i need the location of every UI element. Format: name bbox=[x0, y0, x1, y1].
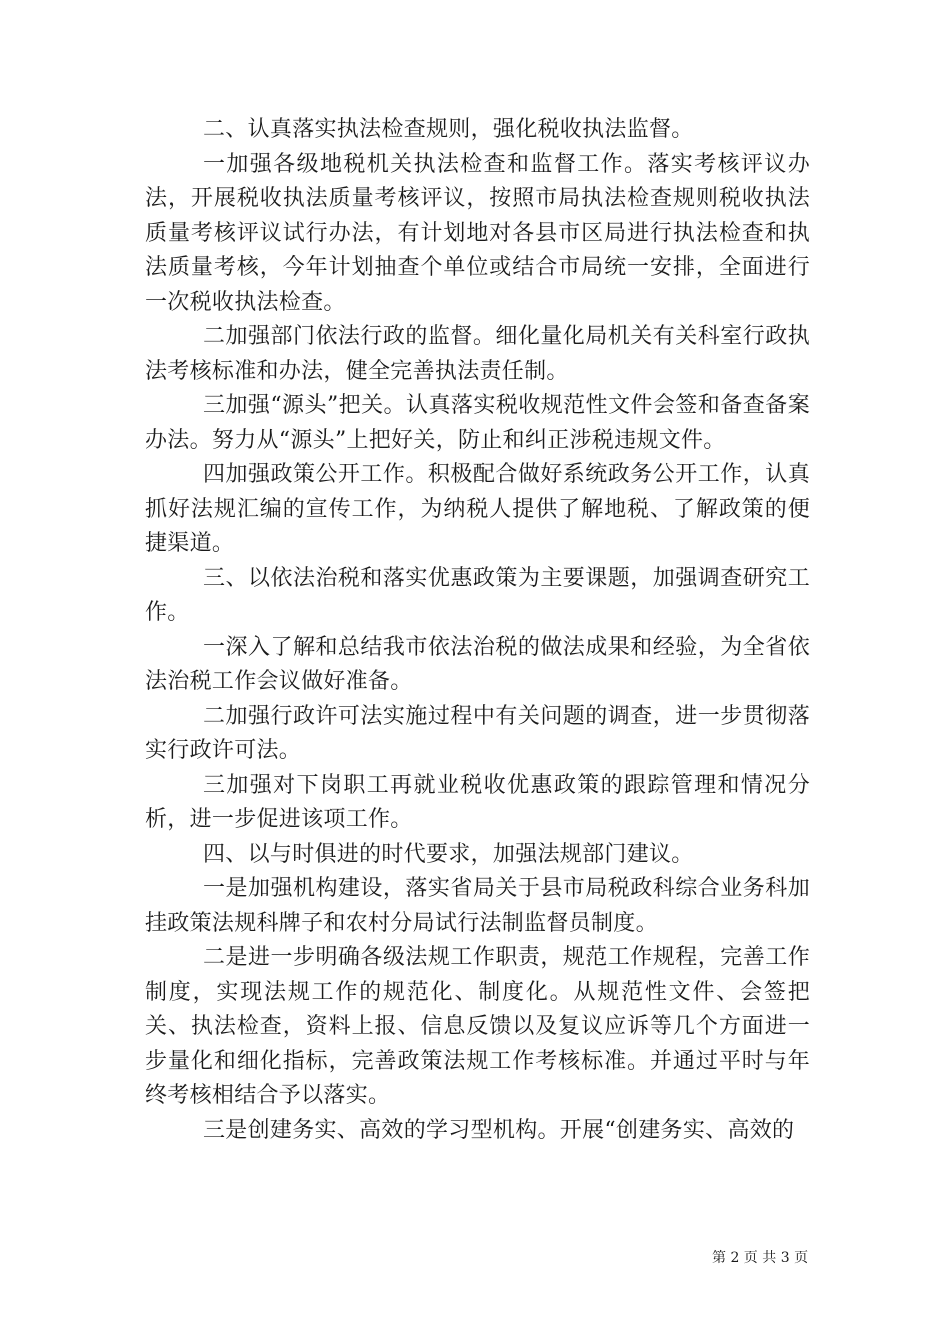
paragraph-10: 四、以与时俱进的时代要求，加强法规部门建议。 bbox=[203, 841, 694, 867]
paragraph-2: 一加强各级地税机关执法检查和监督工作。落实考核评议办法，开展税收执法质量考核评议，按照市局执法检查规则税收执法质量考核评议试行办法，有计划地对各县市区局进行执法检查和执法质量考核，今年计划抽查个单位或结合市局统一安排，全面进行一次税收执法检查。 bbox=[145, 151, 810, 315]
document-body bbox=[145, 113, 810, 1148]
paragraph-1: 二、认真落实执法检查规则，强化税收执法监督。 bbox=[203, 117, 694, 142]
paragraph-6: 三、以依法治税和落实优惠政策为主要课题，加强调查研究工作。 bbox=[145, 565, 810, 625]
paragraph-7: 一深入了解和总结我市依法治税的做法成果和经验，为全省依法治税工作会议做好准备。 bbox=[145, 634, 810, 694]
paragraph-12: 二是进一步明确各级法规工作职责，规范工作规程，完善工作制度，实现法规工作的规范化、制度化。从规范性文件、会签把关、执法检查，资料上报、信息反馈以及复议应诉等几个方面进一步量化和细化指标，完善政策法规工作考核标准。并通过平时与年终考核相结合予以落实。 bbox=[145, 945, 810, 1108]
paragraph-4: 三加强“源头”把关。认真落实税收规范性文件会签和备查备案办法。努力从“源头”上把好关，防止和纠正涉税违规文件。 bbox=[145, 393, 810, 453]
paragraph-11: 一是加强机构建设，落实省局关于县市局税政科综合业务科加挂政策法规科牌子和农村分局试行法制监督员制度。 bbox=[145, 876, 810, 936]
paragraph-9: 三加强对下岗职工再就业税收优惠政策的跟踪管理和情况分析，进一步促进该项工作。 bbox=[145, 772, 810, 832]
paragraph-8: 二加强行政许可法实施过程中有关问题的调查，进一步贯彻落实行政许可法。 bbox=[145, 703, 810, 763]
paragraph-13: 三是创建务实、高效的学习型机构。开展“创建务实、高效的 bbox=[203, 1117, 795, 1143]
page-number-footer: 第 2 页 共 3 页 bbox=[712, 1250, 809, 1266]
paragraph-5: 四加强政策公开工作。积极配合做好系统政务公开工作，认真抓好法规汇编的宣传工作，为纳税人提供了解地税、了解政策的便捷渠道。 bbox=[145, 462, 810, 556]
paragraph-3: 二加强部门依法行政的监督。细化量化局机关有关科室行政执法考核标准和办法，健全完善执法责任制。 bbox=[145, 324, 810, 384]
